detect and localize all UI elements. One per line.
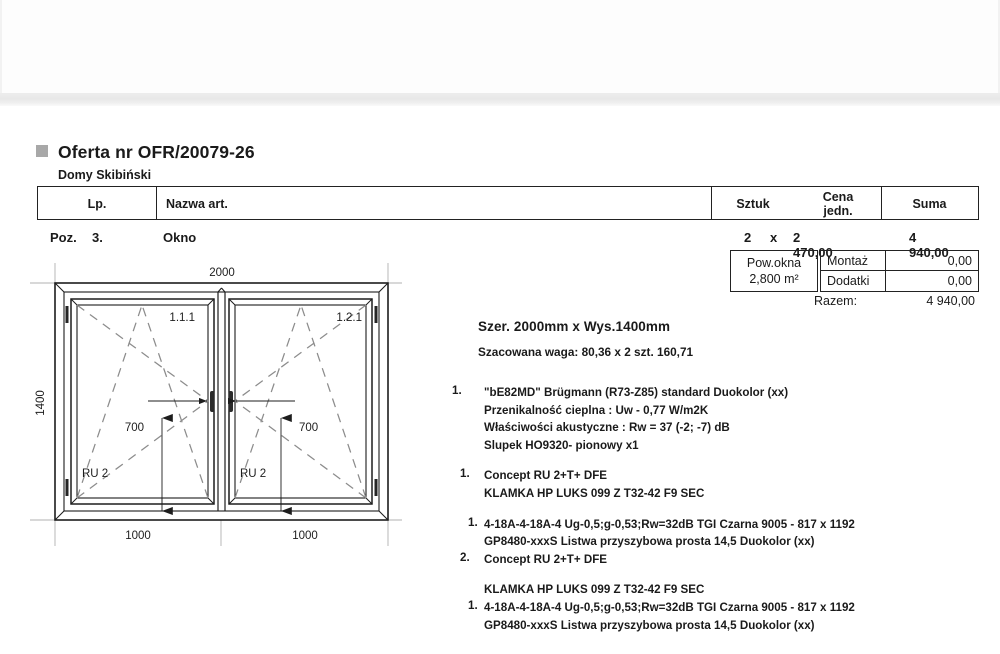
spec-item-text [452, 516, 972, 551]
items-table-header [37, 186, 979, 220]
window-technical-drawing [30, 258, 450, 548]
spec-line: "bE82MD" Brügmann (R73-Z85) standard Duokolor (xx) [484, 386, 789, 399]
left-sash-code: 1.1.1 [169, 312, 195, 324]
left-sash-opening: RU 2 [82, 468, 109, 480]
header-sum: Suma [912, 197, 947, 211]
spec-item-number: 2. [460, 550, 470, 564]
dodatki-label: Dodatki [827, 274, 870, 289]
dimension-left-sash-width: 1000 [125, 530, 151, 542]
header-name: Nazwa art. [166, 197, 228, 211]
spec-line: KLAMKA HP LUKS 099 Z T32-42 F9 SEC [484, 583, 705, 597]
document-page [0, 106, 1000, 654]
montaz-label: Montaż [827, 254, 868, 268]
spec-item-text [452, 599, 972, 634]
window-handle-icon [229, 391, 234, 412]
spec-item-number: 1. [468, 515, 478, 529]
hinge-icon [375, 306, 378, 323]
spec-item-text [452, 581, 972, 599]
total-row [730, 294, 979, 312]
spec-item-text [452, 467, 972, 485]
row-poz-label: Poz. [50, 230, 77, 245]
left-handle-height: 700 [124, 422, 144, 434]
right-sash-code: 1.2.1 [336, 312, 362, 324]
spec-spacer [452, 454, 972, 467]
spec-item [452, 516, 972, 551]
spec-item-text [452, 485, 972, 503]
specification-list [452, 384, 972, 634]
spec-item-number: 1. [452, 384, 462, 397]
spec-line: GP8480-xxxS Listwa przyszybowa prosta 14,5 Duokolor (xx) [484, 618, 815, 632]
row-sum: 4 940,00 [909, 230, 949, 260]
customer-name: Domy Skibiński [58, 168, 152, 182]
dodatki-row [821, 270, 978, 291]
dimension-headline: Szer. 2000mm x Wys.1400mm [478, 319, 671, 334]
viewer-separator-bar [0, 93, 1000, 106]
row-name: Okno [163, 230, 197, 245]
spec-spacer [452, 568, 972, 581]
header-unit-price-line1: Cena [822, 190, 854, 204]
montaz-value: 0,00 [947, 254, 972, 268]
spec-item-number: 1. [460, 467, 470, 481]
extras-box [820, 250, 979, 292]
viewer-blank-area [0, 0, 1000, 93]
spec-line: Właściwości akustyczne : Rw = 37 (-2; -7) dB [484, 421, 730, 435]
row-times: x [770, 230, 778, 245]
hinge-icon [375, 479, 378, 496]
total-label: Razem: [814, 294, 858, 308]
dimension-total-width: 2000 [209, 267, 235, 279]
row-unit-price: 2 470,00 [793, 230, 833, 260]
spec-line: 4-18A-4-18A-4 Ug-0,5;g-0,53;Rw=32dB TGI Czarna 9005 - 817 x 1192 [484, 601, 855, 615]
header-unit-price-line2: jedn. [823, 204, 853, 218]
dimension-block [478, 319, 693, 359]
spec-item [452, 551, 972, 569]
total-value: 4 940,00 [926, 294, 975, 308]
spec-item [452, 581, 972, 599]
window-area-value: 2,800 m² [749, 272, 799, 286]
right-handle-height: 700 [299, 422, 319, 434]
spec-item [452, 599, 972, 634]
spec-spacer [452, 503, 972, 516]
spec-item-number: 1. [468, 599, 478, 613]
spec-item [452, 485, 972, 503]
estimated-weight: Szacowana waga: 80,36 x 2 szt. 160,71 [478, 345, 694, 359]
spec-item-text [452, 551, 972, 569]
header-unit-price [795, 187, 881, 221]
spec-item [452, 467, 972, 485]
square-bullet-icon [36, 145, 48, 157]
dodatki-value: 0,00 [947, 274, 972, 289]
spec-line: GP8480-xxxS Listwa przyszybowa prosta 14,5 Duokolor (xx) [484, 535, 815, 549]
spec-item [452, 384, 972, 454]
spec-line: Concept RU 2+T+ DFE [484, 552, 608, 566]
hinge-icon [66, 479, 69, 496]
hinge-icon [66, 306, 69, 323]
page-title: Oferta nr OFR/20079-26 [58, 142, 255, 162]
right-sash-opening: RU 2 [240, 468, 267, 480]
window-area-label: Pow.okna [746, 256, 802, 270]
window-handle-icon [210, 391, 215, 412]
spec-item-text [452, 384, 972, 454]
spec-line: KLAMKA HP LUKS 099 Z T32-42 F9 SEC [484, 487, 705, 501]
dimension-right-sash-width: 1000 [292, 530, 318, 542]
header-qty: Sztuk [736, 197, 770, 211]
spec-line: 4-18A-4-18A-4 Ug-0,5;g-0,53;Rw=32dB TGI Czarna 9005 - 817 x 1192 [484, 517, 855, 531]
spec-line: Concept RU 2+T+ DFE [484, 469, 608, 483]
document-header [36, 142, 255, 163]
dimension-total-height: 1400 [35, 390, 47, 416]
window-area-box [730, 250, 818, 292]
header-lp: Lp. [87, 197, 107, 211]
spec-line: Przenikalność cieplna : Uw - 0,77 W/m2K [484, 403, 709, 417]
montaz-row [821, 251, 978, 271]
spec-line: Slupek HO9320- pionowy x1 [484, 438, 639, 452]
row-poz-number: 3. [92, 230, 103, 245]
column-divider-lp [156, 187, 157, 219]
row-qty: 2 [744, 230, 752, 245]
